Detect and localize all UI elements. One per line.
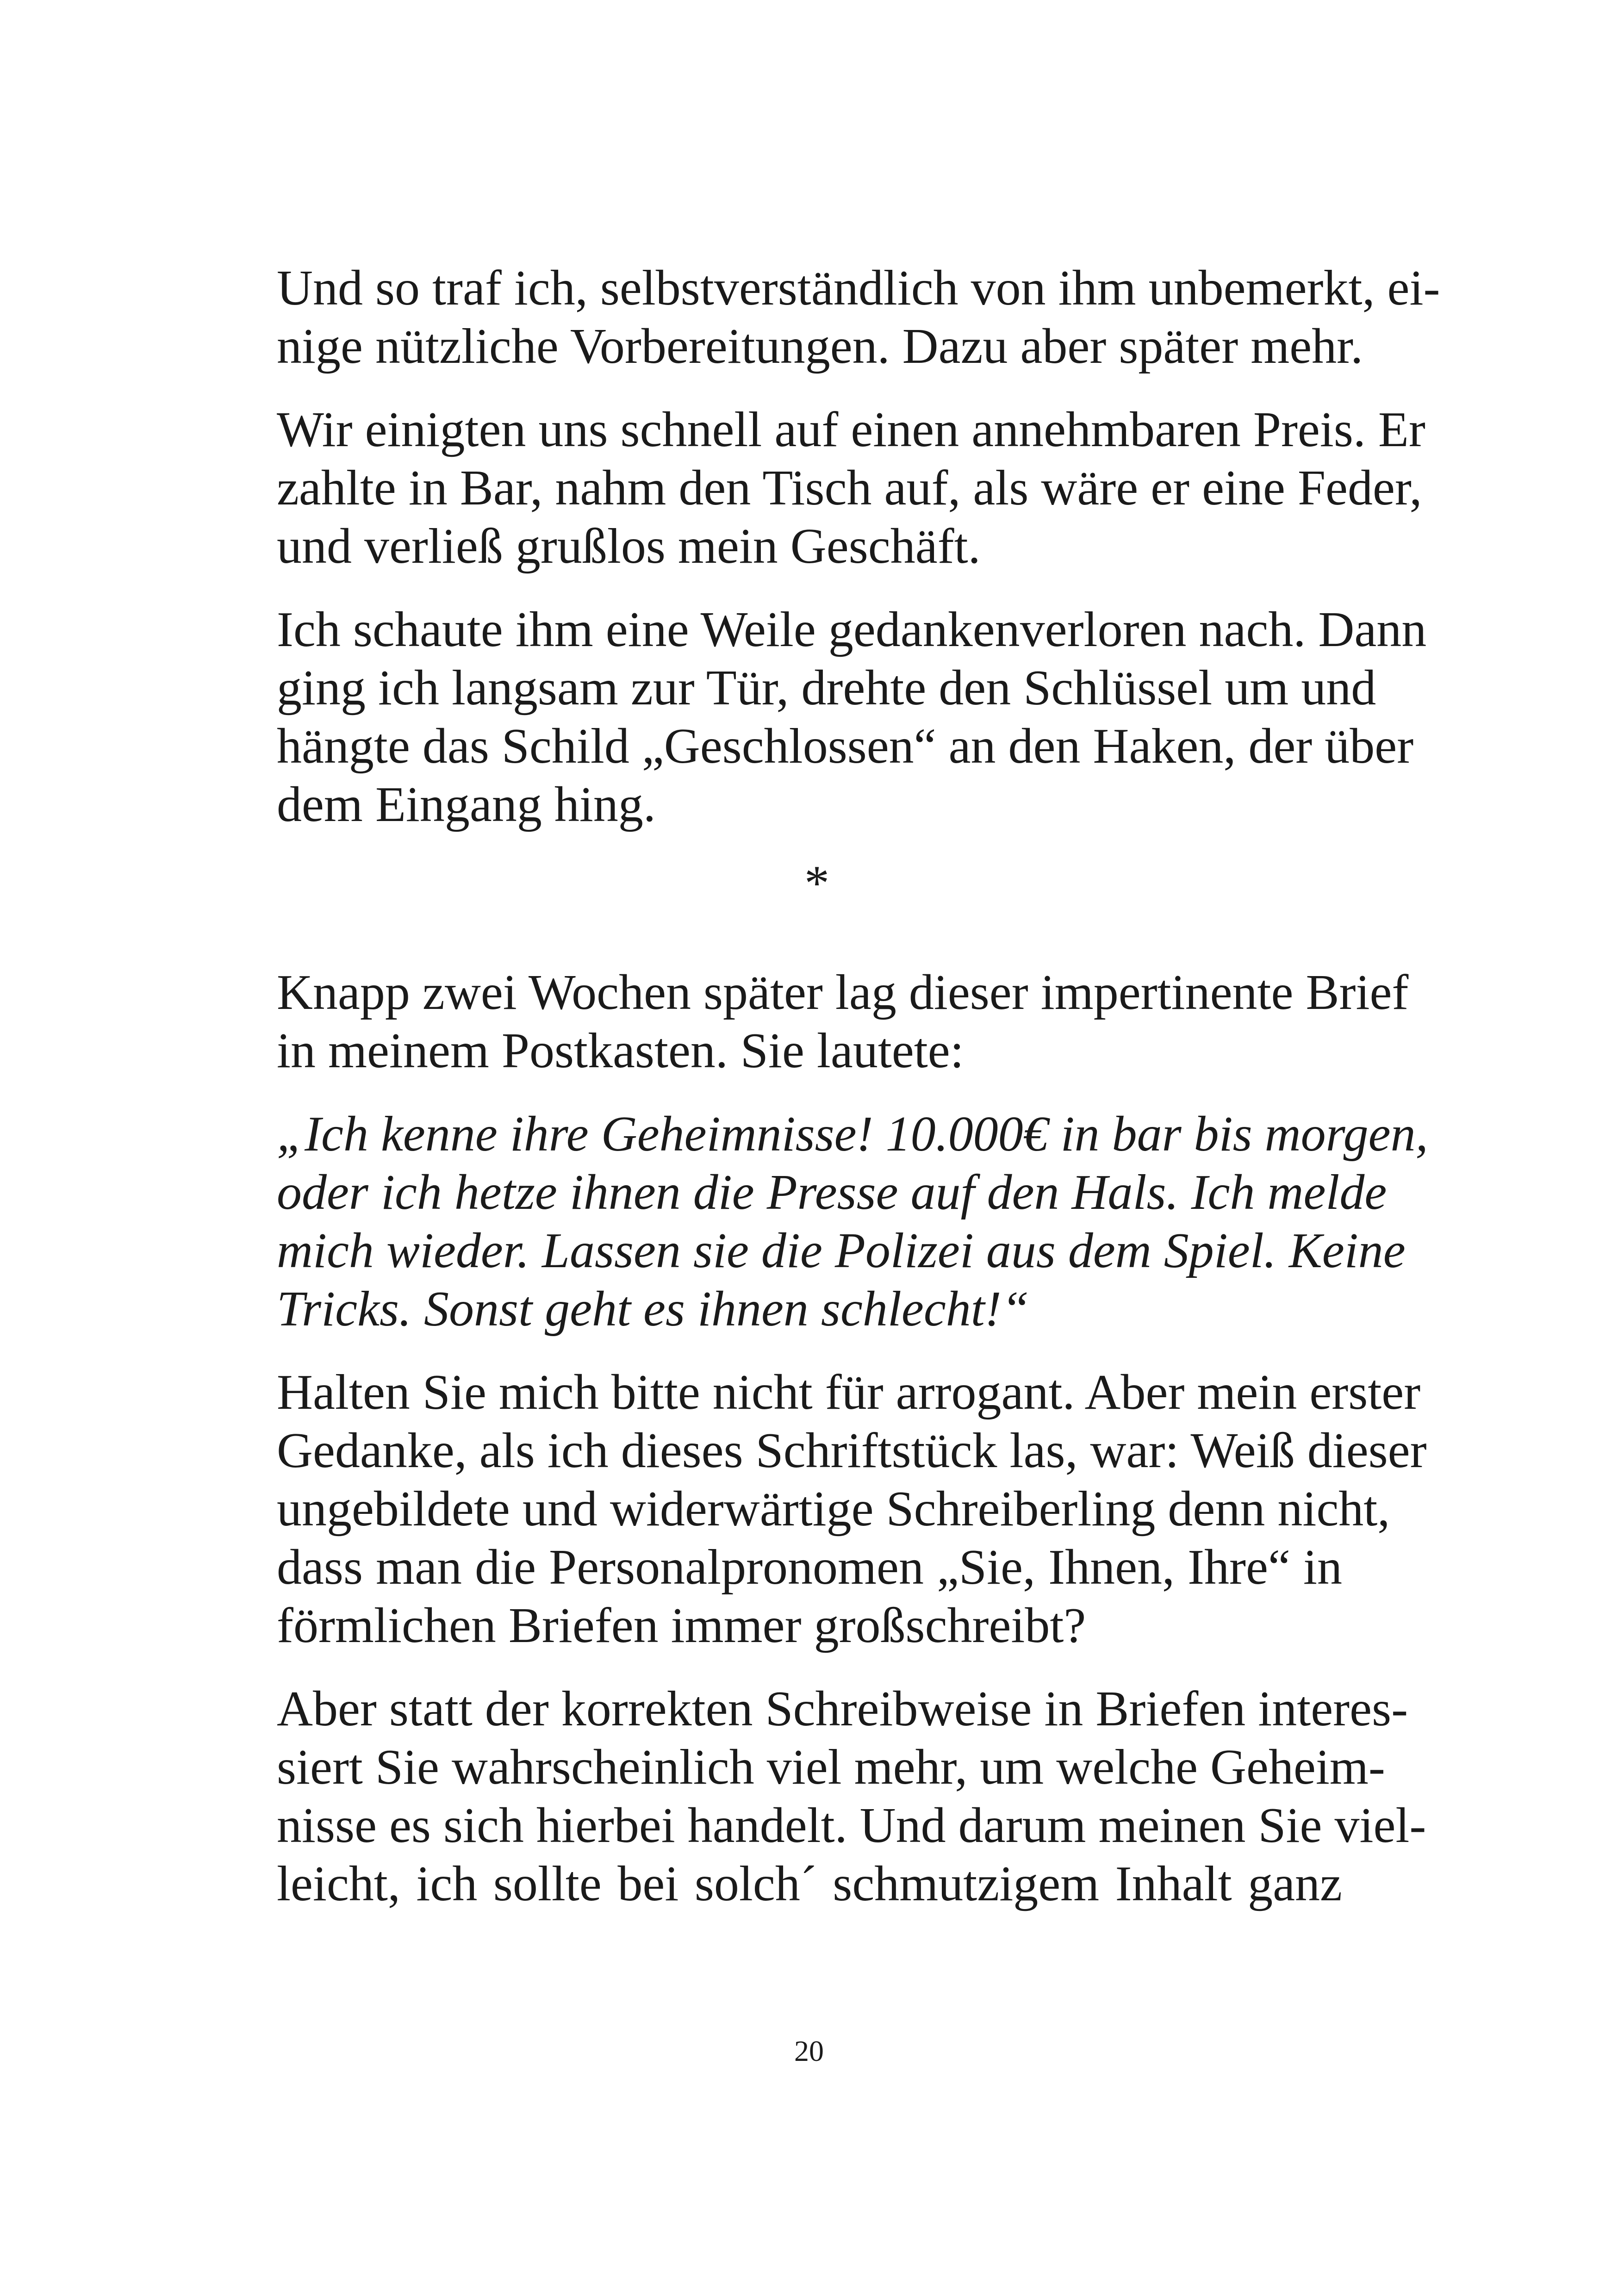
text-line: Knapp zwei Wochen später lag dieser impertinente Brief xyxy=(277,965,1409,1020)
quoted-blackmail-letter xyxy=(277,1105,1428,1338)
text-line: Und so traf ich, selbstverständlich von ihm unbemerkt, ei- xyxy=(277,261,1440,316)
paragraph-secrets xyxy=(277,1680,1426,1913)
text-line: Wir einigten uns schnell auf einen annehmbaren Preis. Er xyxy=(277,402,1425,457)
text-line: Gedanke, als ich dieses Schriftstück las, war: Weiß dieser xyxy=(277,1423,1427,1478)
paragraph-grammar-remark xyxy=(277,1363,1427,1655)
quote-line: oder ich hetze ihnen die Presse auf den Hals. Ich melde xyxy=(277,1165,1387,1220)
text-line: Halten Sie mich bitte nicht für arrogant. Aber mein erster xyxy=(277,1365,1421,1420)
quote-line: Tricks. Sonst geht es ihnen schlecht!“ xyxy=(277,1282,1029,1337)
text-line: zahlte in Bar, nahm den Tisch auf, als wäre er eine Feder, xyxy=(277,460,1422,516)
text-line: ging ich langsam zur Tür, drehte den Schlüssel um und xyxy=(277,660,1376,716)
quote-line: „Ich kenne ihre Geheimnisse! 10.000€ in bar bis morgen, xyxy=(277,1107,1428,1162)
text-line: förmlichen Briefen immer großschreibt? xyxy=(277,1598,1086,1653)
text-line: nisse es sich hierbei handelt. Und darum meinen Sie viel- xyxy=(277,1798,1426,1853)
text-line: Ich schaute ihm eine Weile gedankenverloren nach. Dann xyxy=(277,602,1427,657)
page-number: 20 xyxy=(794,2035,824,2067)
text-line: dass man die Personalpronomen „Sie, Ihnen, Ihre“ in xyxy=(277,1540,1342,1595)
page-body-text xyxy=(277,259,1440,1913)
text-line: nige nützliche Vorbereitungen. Dazu aber später mehr. xyxy=(277,319,1363,374)
text-line: in meinem Postkasten. Sie lautete: xyxy=(277,1023,964,1078)
paragraph-letter-arrival xyxy=(277,964,1409,1080)
text-line: und verließ grußlos mein Geschäft. xyxy=(277,519,981,574)
text-line: dem Eingang hing. xyxy=(277,777,656,832)
text-line: ungebildete und widerwärtige Schreiberling denn nicht, xyxy=(277,1481,1390,1537)
section-break-asterisk: * xyxy=(804,856,829,911)
text-line: Aber statt der korrekten Schreibweise in Briefen interes- xyxy=(277,1681,1408,1736)
text-line: leicht, ich sollte bei solch´ schmutzigem Inhalt ganz xyxy=(277,1856,1342,1911)
text-line: hängte das Schild „Geschlossen“ an den Haken, der über xyxy=(277,719,1414,774)
paragraph-price-agreement xyxy=(277,401,1425,576)
paragraph-preparations xyxy=(277,259,1440,376)
quote-line: mich wieder. Lassen sie die Polizei aus dem Spiel. Keine xyxy=(277,1223,1406,1278)
text-line: siert Sie wahrscheinlich viel mehr, um welche Geheim- xyxy=(277,1740,1385,1795)
paragraph-closing-shop xyxy=(277,601,1427,834)
